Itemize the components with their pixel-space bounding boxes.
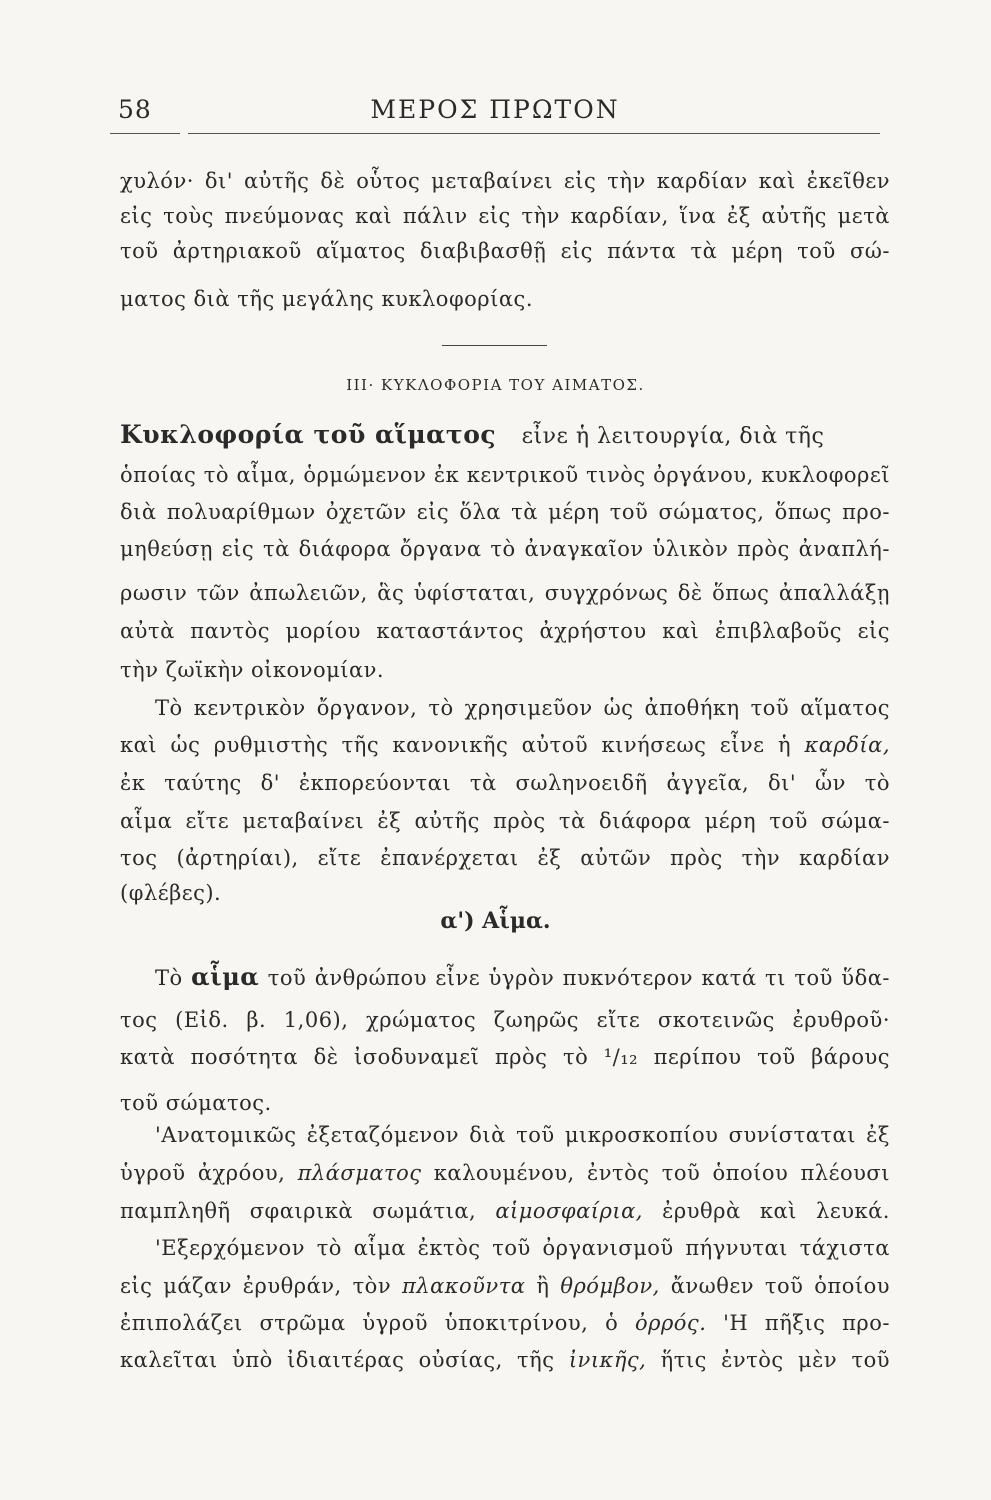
- text-span: ἄνωθεν τοῦ ὁποίου: [670, 1274, 890, 1298]
- text-line: [120, 1345, 890, 1375]
- text-line: χυλόν· δι' αὐτῆς δὲ οὗτος μεταβαίνει εἰς τὴν καρδίαν καὶ ἐκεῖθεν: [120, 169, 890, 193]
- italic-term: αἱμοσφαίρια,: [495, 1199, 643, 1223]
- text-span: καὶ ὡς ρυθμιστὴς τῆς κανονικῆς αὐτοῦ κινήσεως εἶνε ἡ: [120, 733, 792, 757]
- text-span: παμπληθῆ σφαιρικὰ σωμάτια,: [120, 1199, 477, 1223]
- italic-term: πλακοῦντα: [401, 1274, 526, 1298]
- text-line: τος (ἀρτηρίαι), εἴτε ἐπανέρχεται ἐξ αὐτῶν πρὸς τὴν καρδίαν: [120, 846, 890, 870]
- running-title: ΜΕΡΟΣ ΠΡΩΤΟΝ: [370, 95, 620, 124]
- text-line: 'Ανατομικῶς ἐξεταζόμενον διὰ τοῦ μικροσκοπίου συνίσταται ἐξ: [155, 1123, 890, 1147]
- text-span: ἐπιπολάζει στρῶμα ὑγροῦ ὑποκιτρίνου, ὁ: [120, 1311, 619, 1335]
- text-line: ὁποίας τὸ αἷμα, ὁρμώμενον ἐκ κεντρικοῦ τινὸς ὀργάνου, κυκλοφορεῖ: [120, 463, 890, 487]
- text-line: ἐκ ταύτης δ' ἐκπορεύονται τὰ σωληνοειδῆ ἀγγεῖα, δι' ὧν τὸ: [120, 771, 890, 795]
- text-span: ἥτις ἐντὸς μὲν τοῦ: [660, 1348, 890, 1372]
- page-number: 58: [118, 95, 152, 124]
- text-line: αὐτὰ παντὸς μορίου καταστάντος ἀχρήστου καὶ ἐπιβλαβοῦς εἰς: [120, 619, 890, 643]
- page-header: [110, 95, 880, 135]
- text-line: [120, 1196, 890, 1226]
- text-line: διὰ πολυαρίθμων ὀχετῶν εἰς ὅλα τὰ μέρη τοῦ σώματος, ὅπως προ-: [120, 500, 890, 524]
- text-span: καλουμένου, ἐντὸς τοῦ ὁποίου πλέουσι: [433, 1161, 890, 1185]
- text-line: κατὰ ποσότητα δὲ ἰσοδυναμεῖ πρὸς τὸ ¹/₁₂ περίπου τοῦ βάρους: [120, 1045, 890, 1069]
- header-rule-gap: [180, 128, 188, 138]
- text-line: τὴν ζωϊκὴν οἰκονομίαν.: [120, 658, 385, 682]
- text-line: τοῦ ἀρτηριακοῦ αἵματος διαβιβασθῇ εἰς πάντα τὰ μέρη τοῦ σώ-: [120, 239, 890, 263]
- text-line: 'Εξερχόμενον τὸ αἷμα ἐκτὸς τοῦ ὀργανισμοῦ πήγνυται τάχιστα: [155, 1236, 890, 1260]
- section-heading: ΙΙΙ· ΚΥΚΛΟΦΟΡΙΑ ΤΟΥ ΑΙΜΑΤΟΣ.: [346, 376, 645, 394]
- text-line: [120, 1308, 890, 1338]
- text-line: ρωσιν τῶν ἀπωλειῶν, ἃς ὑφίσταται, συγχρόνως δὲ ὅπως ἀπαλλάξῃ: [120, 581, 890, 605]
- text-line: [120, 730, 890, 760]
- text-line: ματος διὰ τῆς μεγάλης κυκλοφορίας.: [120, 287, 533, 311]
- text-span: εἶνε ἡ λειτουργία, διὰ τῆς: [521, 424, 825, 449]
- italic-term: θρόμβον,: [560, 1274, 660, 1298]
- text-line: Τὸ κεντρικὸν ὄργανον, τὸ χρησιμεῦον ὡς ἀποθήκη τοῦ αἵματος: [155, 696, 890, 720]
- text-span: ἐρυθρὰ καὶ λευκά.: [662, 1199, 890, 1223]
- text-line: [120, 1271, 890, 1301]
- text-line: τος (Εἰδ. β. 1,06), χρώματος ζωηρῶς εἴτε σκοτεινῶς ἐρυθροῦ·: [120, 1008, 890, 1032]
- header-rule: [110, 133, 880, 134]
- italic-term: ἰνικῆς,: [568, 1348, 647, 1372]
- text-span: εἰς μάζαν ἐρυθράν, τὸν: [120, 1274, 392, 1298]
- text-line: [120, 1158, 890, 1188]
- text-span: καλεῖται ὑπὸ ἰδιαιτέρας οὐσίας, τῆς: [120, 1348, 555, 1372]
- subsection-heading: α') Αἷμα.: [440, 908, 551, 934]
- text-span: ὑγροῦ ἀχρόου,: [120, 1161, 286, 1185]
- italic-term: ὀρρός.: [634, 1311, 707, 1335]
- text-line: [155, 962, 890, 993]
- text-span: τοῦ ἀνθρώπου εἶνε ὑγρὸν πυκνότερον κατά τι τοῦ ὕδα-: [267, 966, 890, 990]
- text-line: [120, 420, 890, 452]
- text-span: 'Η πῆξις προ-: [723, 1311, 890, 1335]
- text-line: τοῦ σώματος.: [120, 1091, 272, 1115]
- text-span: Τὸ: [155, 966, 183, 990]
- text-line: μηθεύσῃ εἰς τὰ διάφορα ὄργανα τὸ ἀναγκαῖον ὑλικὸν πρὸς ἀναπλή-: [120, 537, 890, 561]
- italic-term: καρδία,: [804, 733, 890, 757]
- text-line: (φλέβες).: [120, 881, 222, 905]
- bold-term: Κυκλοφορία τοῦ αἵματος: [120, 420, 497, 449]
- italic-term: πλάσματος: [297, 1161, 422, 1185]
- text-line: αἷμα εἴτε μεταβαίνει ἐξ αὐτῆς πρὸς τὰ διάφορα μέρη τοῦ σώμα-: [120, 809, 890, 833]
- text-span: ἢ: [536, 1274, 550, 1298]
- section-separator: [442, 345, 547, 346]
- text-line: εἰς τοὺς πνεύμονας καὶ πάλιν εἰς τὴν καρδίαν, ἵνα ἐξ αὐτῆς μετὰ: [120, 204, 890, 228]
- bold-term: αἷμα: [191, 962, 260, 991]
